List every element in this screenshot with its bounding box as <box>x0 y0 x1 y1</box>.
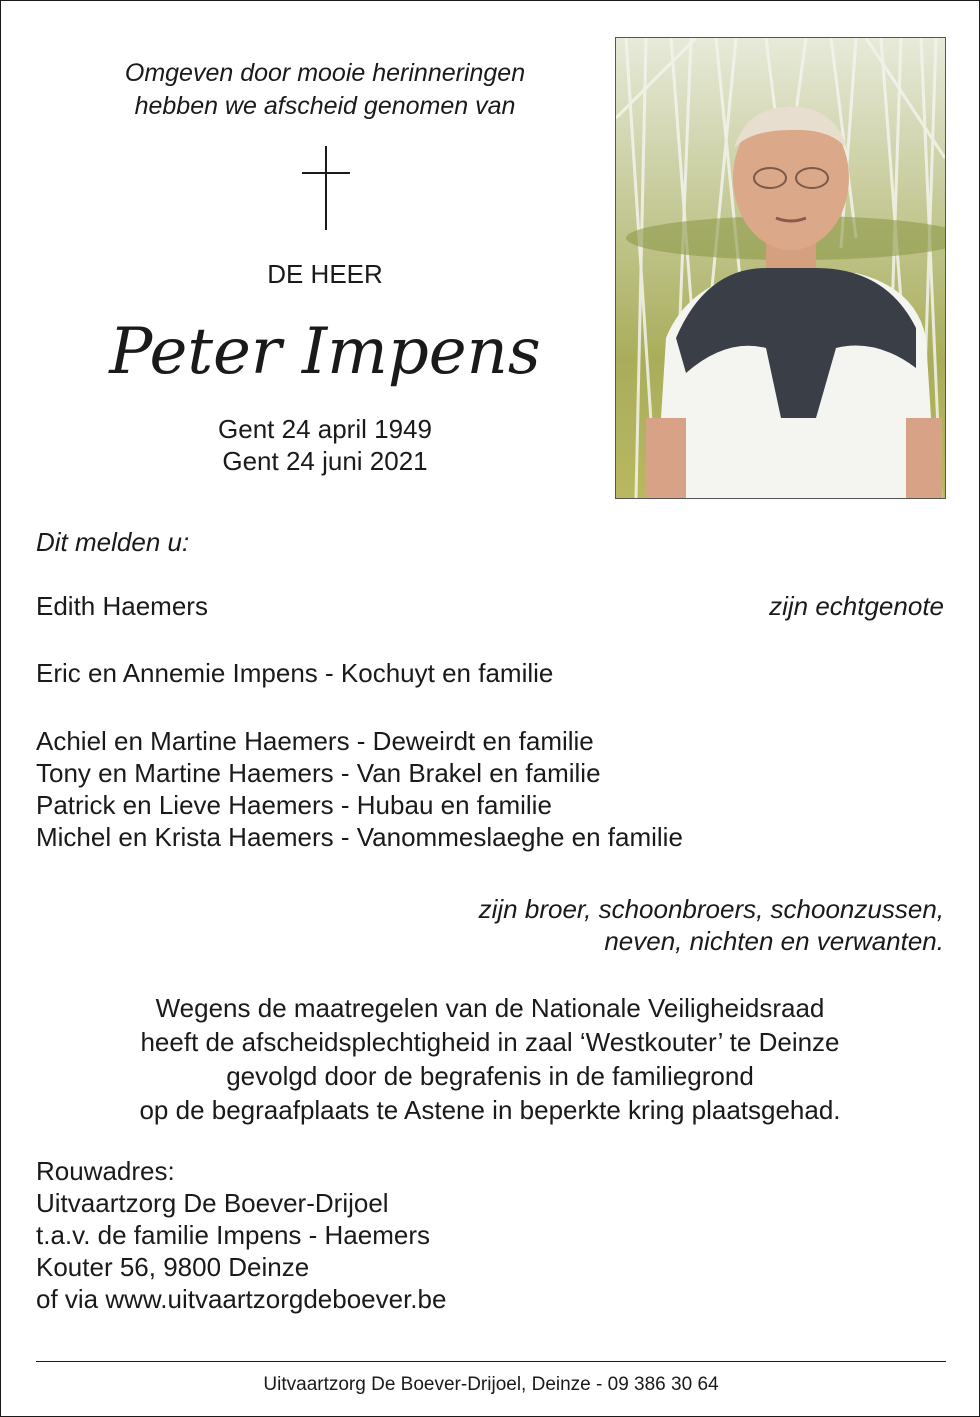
list-item: Achiel en Martine Haemers - Deweirdt en familie <box>36 726 594 756</box>
ceremony-line: op de begraafplaats te Astene in beperkte kring plaatsgehad. <box>139 1095 841 1125</box>
ceremony-line: Wegens de maatregelen van de Nationale Veiligheidsraad <box>155 993 825 1023</box>
relation-line-1: zijn broer, schoonbroers, schoonzussen, <box>478 894 944 924</box>
list-item: Patrick en Lieve Haemers - Hubau en familie <box>36 790 552 820</box>
birth-date: Gent 24 april 1949 <box>218 414 432 444</box>
list-item: Tony en Martine Haemers - Van Brakel en familie <box>36 758 601 788</box>
spouse-name: Edith Haemers <box>36 591 208 621</box>
family-line: Eric en Annemie Impens - Kochuyt en familie <box>36 658 554 688</box>
relation-text <box>479 893 944 957</box>
intro-text <box>41 57 609 123</box>
address-line: t.a.v. de familie Impens - Haemers <box>36 1220 430 1250</box>
address-line: Uitvaartzorg De Boever-Drijoel <box>36 1188 389 1218</box>
portrait-photo-icon <box>616 38 945 498</box>
inlaws-list <box>36 725 683 853</box>
address-website[interactable]: of via www.uitvaartzorgdeboever.be <box>36 1284 447 1314</box>
portrait-photo <box>615 37 946 499</box>
intro-line-1: Omgeven door mooie herinneringen <box>124 59 526 87</box>
footer-text: Uitvaartzorg De Boever-Drijoel, Deinze - 09 386 30 64 <box>263 1374 719 1395</box>
life-dates <box>41 413 609 477</box>
ceremony-line: gevolgd door de begrafenis in de familiegrond <box>226 1061 754 1091</box>
death-date: Gent 24 juni 2021 <box>222 446 428 476</box>
spouse-relation: zijn echtgenote <box>769 591 944 621</box>
cross-icon <box>302 146 350 230</box>
address-block <box>36 1155 446 1315</box>
ceremony-text <box>36 991 944 1127</box>
footer-divider <box>36 1361 946 1362</box>
ceremony-line: heeft de afscheidsplechtigheid in zaal ‘Westkouter’ te Deinze <box>140 1027 840 1057</box>
deceased-name <box>41 303 609 403</box>
address-heading: Rouwadres: <box>36 1156 175 1186</box>
deceased-title: DE HEER <box>267 259 383 289</box>
deceased-name-script <box>95 303 555 403</box>
list-item: Michel en Krista Haemers - Vanommeslaeghe en familie <box>36 822 683 852</box>
notice-heading: Dit melden u: <box>36 527 190 557</box>
deceased-name-text: Peter Impens <box>109 315 541 389</box>
intro-line-2: hebben we afscheid genomen van <box>134 92 516 120</box>
relation-line-2: neven, nichten en verwanten. <box>604 926 944 956</box>
address-line: Kouter 56, 9800 Deinze <box>36 1252 310 1282</box>
